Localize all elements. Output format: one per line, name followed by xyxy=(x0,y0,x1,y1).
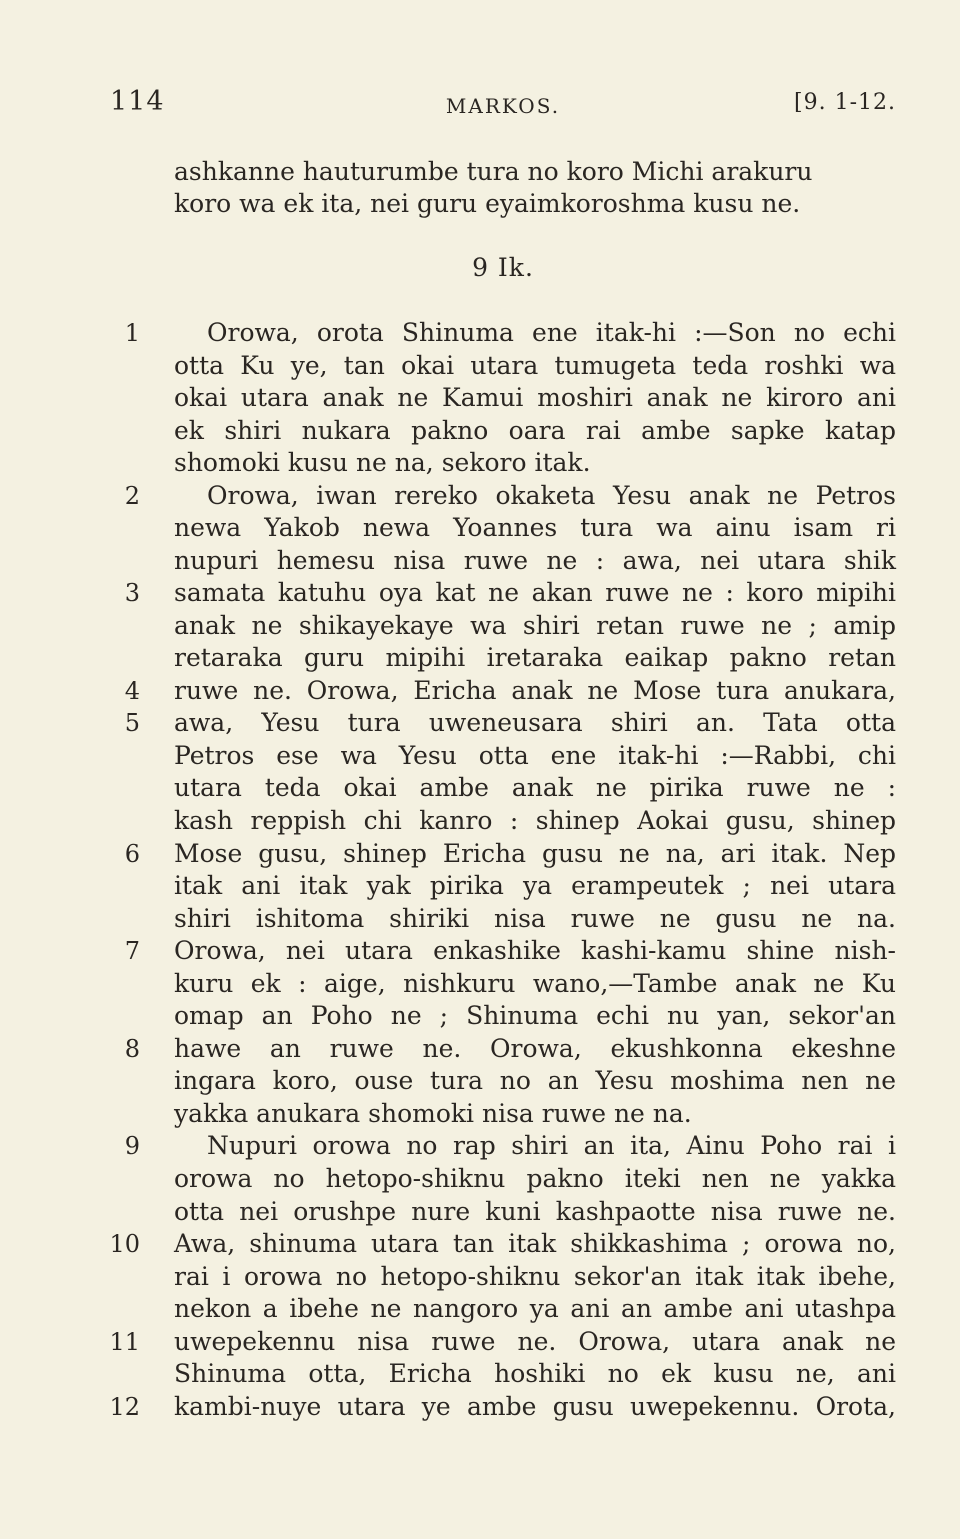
text-line: Shinuma otta, Ericha hoshiki no ek kusu ne, ani xyxy=(174,1359,896,1388)
verse-number: 7 xyxy=(124,937,140,965)
verse-number: 11 xyxy=(109,1328,140,1356)
text-line: hawe an ruwe ne. Orowa, ekushkonna ekeshne xyxy=(174,1034,896,1063)
text-line: yakka anukara shomoki nisa ruwe ne na. xyxy=(174,1099,692,1128)
text-line: shomoki kusu ne na, sekoro itak. xyxy=(174,448,591,477)
text-line: samata katuhu oya kat ne akan ruwe ne : koro mipihi xyxy=(174,578,896,607)
text-line: uwepekennu nisa ruwe ne. Orowa, utara anak ne xyxy=(174,1327,896,1356)
text-line: Awa, shinuma utara tan itak shikkashima ; orowa no, xyxy=(174,1229,896,1258)
running-title: MARKOS. xyxy=(445,94,561,118)
chapter-verse-range: [9. 1-12. xyxy=(794,90,896,115)
text-line: shiri ishitoma shiriki nisa ruwe ne gusu ne na. xyxy=(174,904,896,933)
text-line: Nupuri orowa no rap shiri an ita, Ainu Poho rai i xyxy=(207,1131,896,1160)
page-number: 114 xyxy=(110,86,165,117)
verse-number: 3 xyxy=(124,579,140,607)
verse-number: 4 xyxy=(124,677,140,705)
text-line: ruwe ne. Orowa, Ericha anak ne Mose tura anukara, xyxy=(174,676,896,705)
chapter-heading: 9 Ik. xyxy=(472,253,534,282)
text-line: Petros ese wa Yesu otta ene itak-hi :—Rabbi, chi xyxy=(174,741,896,770)
verse-number: 8 xyxy=(124,1035,140,1063)
text-line: omap an Poho ne ; Shinuma echi nu yan, sekor'an xyxy=(174,1001,896,1030)
text-line: anak ne shikayekaye wa shiri retan ruwe ne ; amip xyxy=(174,611,896,640)
text-line: Orowa, nei utara enkashike kashi-kamu shine nish- xyxy=(174,936,896,965)
text-line: Orowa, iwan rereko okaketa Yesu anak ne Petros xyxy=(207,481,896,510)
text-line: retaraka guru mipihi iretaraka eaikap pakno retan xyxy=(174,643,896,672)
text-line: newa Yakob newa Yoannes tura wa ainu isam ri xyxy=(174,513,896,542)
verse-number: 12 xyxy=(109,1393,140,1421)
verse-number: 10 xyxy=(109,1230,140,1258)
verse-number: 9 xyxy=(124,1132,140,1160)
text-line: ek shiri nukara pakno oara rai ambe sapke katap xyxy=(174,416,896,445)
text-line: rai i orowa no hetopo-shiknu sekor'an itak itak ibehe, xyxy=(174,1262,896,1291)
text-line: ingara koro, ouse tura no an Yesu moshima nen ne xyxy=(174,1066,896,1095)
verse-number: 6 xyxy=(124,840,140,868)
text-line: awa, Yesu tura uweneusara shiri an. Tata otta xyxy=(174,708,896,737)
text-line: kambi-nuye utara ye ambe gusu uwepekennu. Orota, xyxy=(174,1392,896,1421)
text-line: nekon a ibehe ne nangoro ya ani an ambe ani utashpa xyxy=(174,1294,896,1323)
verse-number: 5 xyxy=(124,709,140,737)
text-line: Mose gusu, shinep Ericha gusu ne na, ari itak. Nep xyxy=(174,839,896,868)
page-header xyxy=(110,86,896,126)
text-line: itak ani itak yak pirika ya erampeutek ; nei utara xyxy=(174,871,896,900)
verse-number: 2 xyxy=(124,482,140,510)
text-line: okai utara anak ne Kamui moshiri anak ne kiroro ani xyxy=(174,383,896,412)
text-line: otta nei orushpe nure kuni kashpaotte nisa ruwe ne. xyxy=(174,1197,896,1226)
text-line: koro wa ek ita, nei guru eyaimkoroshma kusu ne. xyxy=(174,189,801,218)
verse-number: 1 xyxy=(124,319,140,347)
text-line: ashkanne hauturumbe tura no koro Michi arakuru xyxy=(174,157,813,186)
text-line: nupuri hemesu nisa ruwe ne : awa, nei utara shik xyxy=(174,546,896,575)
text-line: orowa no hetopo-shiknu pakno iteki nen ne yakka xyxy=(174,1164,896,1193)
text-line: kash reppish chi kanro : shinep Aokai gusu, shinep xyxy=(174,806,896,835)
text-line: otta Ku ye, tan okai utara tumugeta teda roshki wa xyxy=(174,351,896,380)
text-line: Orowa, orota Shinuma ene itak-hi :—Son no echi xyxy=(207,318,896,347)
text-line: kuru ek : aige, nishkuru wano,—Tambe anak ne Ku xyxy=(174,969,896,998)
text-line: utara teda okai ambe anak ne pirika ruwe ne : xyxy=(174,773,896,802)
